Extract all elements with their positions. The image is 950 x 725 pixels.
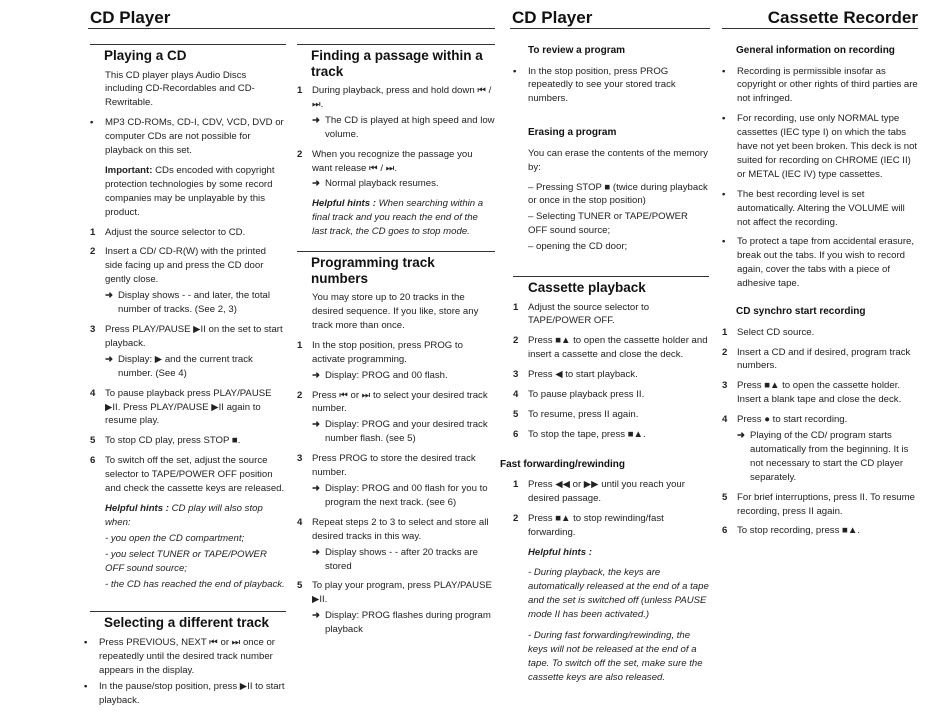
step-text: To stop recording, press ■▲. [737,525,861,537]
step-2 [722,346,918,374]
bullet-item [722,65,918,107]
step-text: To play your program, press PLAY/PAUSE ▶II. [312,580,492,606]
step-number: 1 [513,301,519,313]
arrow-mark: ➜ [737,430,746,442]
step-3 [513,368,709,382]
step-text: To stop the tape, press ■▲. [528,428,646,440]
bullet-item [513,65,709,107]
bullet-item [722,188,918,230]
step-text: To resume, press II again. [528,409,639,421]
step-number: 4 [513,389,519,401]
step-number: 2 [722,346,728,358]
step-4 [513,388,709,402]
step-5 [90,434,286,448]
page-header-left: CD Player [90,8,171,27]
hint-text: CD play will also stop when: [105,502,263,528]
step-number: 1 [297,339,303,351]
column-1 [84,44,286,713]
step-3 [297,452,495,480]
step-2 [297,389,495,417]
page-header-right: Cassette Recorder [767,8,918,27]
erase-option: – opening the CD door; [528,241,628,253]
step-5 [513,408,709,422]
result-text: Display: PROG and 00 flash. [325,369,448,381]
section-title-cassette: Cassette playback [513,276,709,296]
bullet-mark: • [90,117,94,129]
bullet-text: In the pause/stop position, press ▶II to start playback. [99,680,285,706]
result-text: Display shows - - after 20 tracks are stored [325,546,479,572]
arrow-mark: ➜ [105,290,114,302]
step-2 [513,334,709,362]
step-text: Adjust the source selector to TAPE/POWER OFF. [528,301,650,327]
arrow-mark: ➜ [312,483,321,494]
step-4 [297,516,495,544]
step-number: 4 [297,516,303,528]
bullet-text: To protect a tape from accidental erasure, break out the tabs. If you wish to record again, cover the tabs with a piece of adhesive tape. [737,236,915,290]
step-text: Repeat steps 2 to 3 to select and store all desired tracks in this way. [312,516,489,542]
step-text: Press PROG to store the desired track number. [312,453,476,479]
step-4 [90,387,286,429]
erase-option: – Selecting TUNER or TAPE/POWER OFF sound source; [528,211,688,237]
step-text: For brief interruptions, press II. To resume recording, press II again. [737,491,915,517]
section-title-review: To review a program [528,45,626,56]
step-number: 5 [513,409,519,421]
step-text: Adjust the source selector to CD. [105,226,246,238]
step-text: Press ⏮ or ⏭ to select your desired track number. [312,389,488,415]
step-3 [722,379,918,407]
section-title-playing: Playing a CD [90,44,286,64]
bullet-mark: • [722,236,726,248]
column-4 [722,44,918,544]
intro-text: You may store up to 20 tracks in the desired sequence. If you like, store any track more than once. [312,292,479,331]
helpful-hints [90,502,286,591]
bullet-mark: • [84,636,88,648]
step-text: During playback, press and hold down ⏮ / ⏭. [312,85,492,110]
hint-text: - you open the CD compartment; [105,532,245,544]
arrow-mark: ➜ [312,546,321,558]
step-number: 5 [722,491,728,503]
step-1 [722,326,918,340]
step-number: 2 [90,246,96,258]
important-note [90,164,286,220]
hint-text: - During fast forwarding/rewinding, the keys will not be released at the end of a tape. To switch off the set, make sure the cassette keys are also released. [528,630,703,684]
section-title-synchro: CD synchro start recording [736,306,866,318]
hints-label: Helpful hints : [528,546,592,558]
result-text: Display: ▶ and the current track number. (See 4) [118,353,253,379]
bullet-mark: • [513,65,517,77]
arrow-mark: ➜ [312,114,321,126]
step-text: Press ● to start recording. [737,414,848,426]
step-text: Press PLAY/PAUSE ▶II on the set to start playback. [105,324,283,349]
hint-line [105,502,286,530]
step-1 [297,84,495,112]
bullet-mark: • [722,65,726,77]
step-number: 6 [90,455,96,467]
step-number: 1 [90,226,96,238]
result-text: Display: PROG and your desired track number flash. (see 5) [325,419,488,445]
result-text: Normal playback resumes. [325,178,439,190]
column-2 [297,44,495,643]
result-text: Display: PROG and 00 flash for you to program the next track. (see 6) [325,483,488,508]
step-1 [513,478,709,506]
step-2 [297,148,495,176]
step-6 [513,428,709,442]
step-text: Insert a CD/ CD-R(W) with the printed side facing up and press the CD door gently close. [105,246,266,286]
step-text: Press ◀ to start playback. [528,369,638,381]
step-text: In the stop position, press PROG to activate programming. [312,339,463,365]
header-rule-mid [510,28,710,29]
arrow-mark: ➜ [312,369,321,381]
step-4-result [312,546,495,574]
column-3 [500,44,709,687]
step-text: Press ■▲ to open the cassette holder and insert a cassette and close the deck. [528,335,708,361]
arrow-mark: ➜ [312,610,321,622]
bullet-text: The best recording level is set automatically. Altering the VOLUME will not affect the recording. [737,188,905,228]
important-text: CDs encoded with copyright protection technologies by some record companies may be unplayable by this product. [105,164,275,218]
arrow-mark: ➜ [105,353,114,365]
result-text: The CD is played at high speed and low volume. [325,114,495,140]
step-text: Select CD source. [737,326,815,338]
step-number: 4 [90,387,96,399]
bullet-item [722,112,918,182]
section-title-erasing: Erasing a program [528,127,617,139]
step-5 [297,579,495,607]
result-text: Display: PROG flashes during program playback [325,610,491,636]
step-text: Insert a CD and if desired, program track numbers. [737,346,911,372]
step-text: Press ■▲ to stop rewinding/fast forwarding. [528,513,664,539]
bullet-text: MP3 CD-ROMs, CD-I, CDV, VCD, DVD or computer CDs are not possible for playback on this set. [105,117,284,157]
page-header-mid: CD Player [512,8,593,27]
step-number: 2 [513,335,519,347]
step-text: When you recognize the passage you want release ⏮ / ⏭. [312,148,473,174]
bullet-text: In the stop position, press PROG repeatedly to see your stored track numbers. [528,65,676,105]
step-number: 3 [722,380,728,392]
bullet-mark: • [84,680,88,692]
step-text: To pause playback press PLAY/PAUSE ▶II. Press PLAY/PAUSE ▶II again to resume play. [105,387,272,427]
step-text: To switch off the set, adjust the source selector to TAPE/POWER OFF position and check the cassette keys are released. [105,455,285,495]
step-number: 2 [297,148,303,160]
hint-text: - the CD has reached the end of playback. [105,578,285,590]
step-2-result [312,177,495,191]
step-number: 1 [722,326,728,338]
bullet-text: Press PREVIOUS, NEXT ⏮ or ⏭ once or repeatedly until the desired track number appears in the display. [99,636,275,676]
step-1 [513,301,709,329]
bullet-mark: • [722,113,726,125]
step-text: Press ■▲ to open the cassette holder. Insert a blank tape and close the deck. [737,380,902,406]
step-2 [513,512,709,540]
hints-label: Helpful hints : [105,502,169,514]
step-text: Press ◀◀ or ▶▶ until you reach your desired passage. [528,479,685,505]
step-number: 1 [513,479,519,491]
result-text: Display shows - - and later, the total number of tracks. (See 2, 3) [118,290,270,316]
step-number: 4 [722,414,728,426]
step-4-result [737,429,918,485]
important-label: Important: [105,164,153,176]
header-rule-left [88,28,495,29]
step-number: 2 [297,389,303,401]
step-4 [722,413,918,427]
section-title-programming: Programming track numbers [297,251,495,286]
section-title-finding: Finding a passage within a track [297,44,495,79]
step-1-result [312,369,495,383]
bullet-text: For recording, use only NORMAL type cassettes (IEC type I) on which the tabs have not yet been broken. This deck is not suited for recording on CHROME (IEC II) or METAL (IEC IV) type cassettes. [737,113,918,180]
erase-option: – Pressing STOP ■ (twice during playback or once in the stop position) [528,181,708,207]
intro-text: This CD player plays Audio Discs including CD-Recordables and CD-Rewritable. [105,69,255,109]
step-2-result [312,418,495,446]
bullet-text: Recording is permissible insofar as copyright or other rights of third parties are not infringed. [737,65,918,105]
step-2-result [105,289,286,317]
section-title-general: General information on recording [736,45,895,56]
step-number: 3 [90,324,96,336]
header-rule-right [722,28,918,29]
helpful-hints [297,197,495,239]
step-1 [297,339,495,367]
step-5 [722,491,918,519]
section-title-selecting: Selecting a different track [90,611,286,631]
bullet-item [722,235,918,291]
hint-text: When searching within a final track and you reach the end of the last track, the CD goes to stop mode. [312,198,484,238]
bullet-item [90,116,286,158]
step-5-result [312,609,495,637]
step-number: 1 [297,85,303,97]
step-3 [90,323,286,351]
step-number: 2 [513,513,519,525]
hint-text: - you select TUNER or TAPE/POWER OFF sound source; [105,548,267,574]
step-2 [90,245,286,287]
arrow-mark: ➜ [312,419,321,431]
step-1 [90,226,286,240]
step-number: 3 [513,369,519,381]
bullet-item [84,636,286,678]
result-text: Playing of the CD/ program starts automatically from the beginning. It is not necessary to start the CD player separately. [750,430,909,483]
step-number: 6 [513,428,519,440]
intro-text: You can erase the contents of the memory by: [528,147,708,173]
step-text: To stop CD play, press STOP ■. [105,435,241,447]
step-number: 5 [297,580,303,592]
step-number: 5 [90,435,96,447]
hints-label: Helpful hints : [312,198,376,210]
step-3-result [105,353,286,381]
step-6 [722,524,918,538]
step-number: 6 [722,525,728,537]
step-1-result [312,114,495,142]
section-title-fast-forward: Fast forwarding/rewinding [500,458,626,470]
step-6 [90,454,286,496]
arrow-mark: ➜ [312,178,321,190]
step-number: 3 [297,453,303,465]
step-text: To pause playback press II. [528,389,645,401]
bullet-mark: • [722,188,726,200]
hint-text: - During playback, the keys are automatically released at the end of a tape and the set is switched off (unless PAUSE mode II has been activated.) [528,566,709,620]
bullet-item [84,680,286,708]
step-3-result [312,482,495,510]
